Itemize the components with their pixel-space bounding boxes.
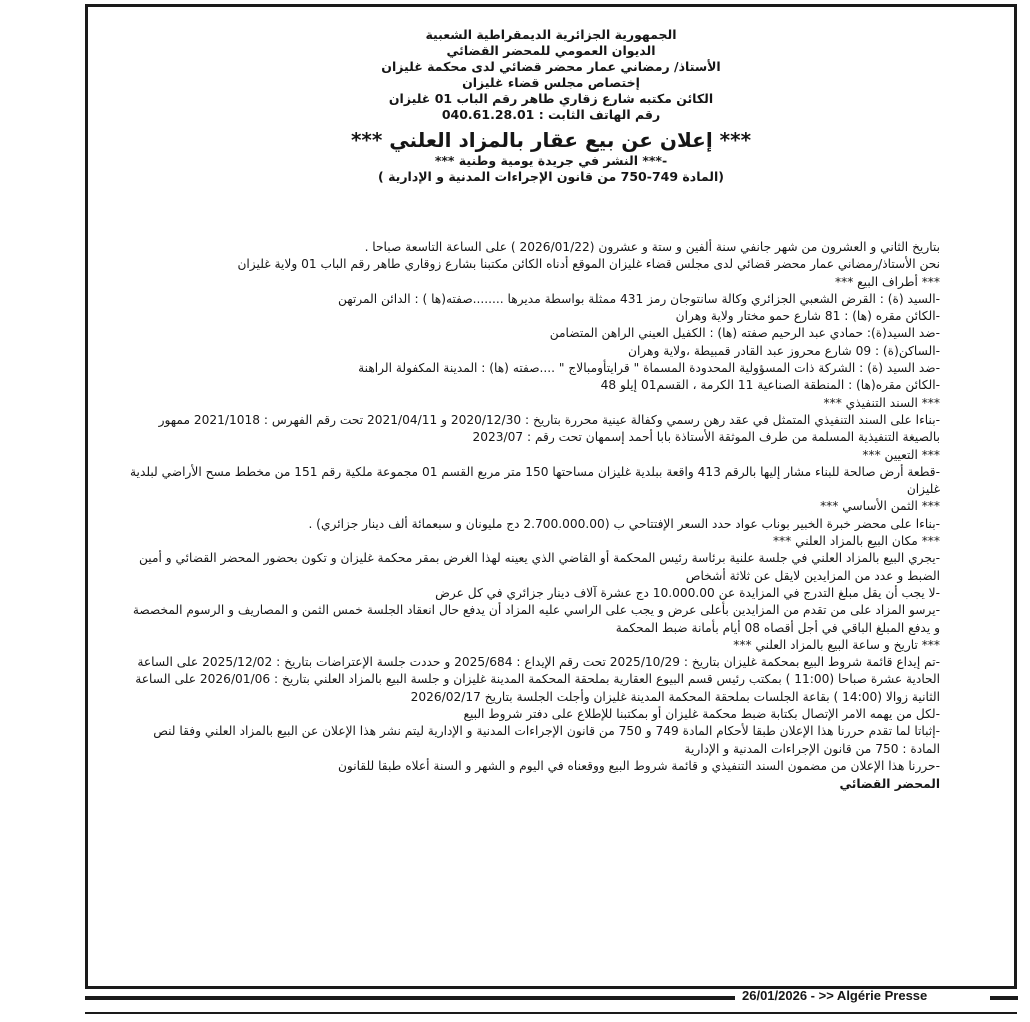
office-address-line: الكائن مكتبه شارع زقاري طاهر رقم الباب 01 غليزان <box>388 91 714 106</box>
guarantor-address: -الساكن(ة) : 09 شارع محروز عبد القادر قمبيطة ،ولاية وهران <box>628 343 940 358</box>
announcement-title: *** إعلان عن بيع عقار بالمزاد العلني *** <box>350 128 752 152</box>
contact-text: -لكل من يهمه الامر الإتصال بكتابة ضبط محكمة غليزان أو بمكتبنا للإطلاع على دفتر شروط البيع <box>463 707 940 722</box>
publication-line: -*** النشر في جريدة يومية وطنية *** <box>434 153 668 168</box>
place-text-increment: -لا يجب أن يقل مبلغ التدرج في المزايدة عن 10.000.00 دج عشرة آلاف دينار جزائري في كل عرض <box>435 585 940 600</box>
intro-bailiff: نحن الأستاذ/رمضاني عمار محضر قضائي لدى مجلس قضاء غليزان الموقع أدناه الكائن مكتبنا بشارع زوقاري طاهر رقم الباب 01 ولاية غليزان <box>237 257 940 272</box>
designation-text: -قطعة أرض صالحة للبناء مشار إليها بالرقم 413 واقعة ببلدية غليزان مساحتها 150 متر مربع القسم 01 مجموعة ملكية رقم 151 من مخطط مسح الأراضي لبلدية غليزان <box>130 464 940 497</box>
place-heading: *** مكان البيع بالمزاد العلني *** <box>772 534 940 549</box>
creditor-address: -الكائن مقره (ها) : 81 شارع حمو مختار ولاية وهران <box>675 309 940 324</box>
date-heading: *** تاريخ و ساعة البيع بالمزاد العلني *** <box>733 637 940 652</box>
place-text-session: -يجري البيع بالمزاد العلني في جلسة علنية برئاسة رئيس المحكمة أو القاضي الذي يعينه لهذا الغرض بمقر محكمة غليزان و تكون بحضور المحضر القضائي و أمين الضبط و عدد من المزايدين لايقل عن ثلاثة أشخاص <box>138 551 940 583</box>
title-heading: *** السند التنفيذي *** <box>823 395 940 410</box>
office-line: الديوان العمومي للمحضر القضائي <box>446 43 656 58</box>
closing-text: -حررنا هذا الإعلان من مضمون السند التنفيذي و قائمة شروط البيع ووقعناه في اليوم و الشهر و السنة أعلاه طبقا للقانون <box>337 758 940 773</box>
footer-bar <box>0 987 1030 1007</box>
price-text: -بناءا على محضر خبرة الخبير بوناب عواد حدد السعر الإفتتاحي ب (2.700.000.00 دج مليونان و سبعمائة ألف دينار جزائري) . <box>308 516 940 531</box>
footer-rule-right <box>990 996 1018 1000</box>
bailiff-line: الأستاذ/ رمضاني عمار محضر قضائي لدى محكمة غليزان <box>381 59 721 74</box>
party-guarantor: -ضد السيد(ة): حمادي عبد الرحيم صفته (ها) : الكفيل العيني الراهن المتضامن <box>549 326 940 341</box>
signature: المحضر القضائي <box>839 777 940 792</box>
announcement-header <box>88 27 1014 185</box>
jurisdiction-line: إختصاص مجلس قضاء غليزان <box>462 75 640 90</box>
company-address: -الكائن مقره(ها) : المنطقة الصناعية 11 الكرمة ، القسم01 إيلو 48 <box>600 378 940 393</box>
announcement-frame <box>85 4 1017 989</box>
date-text: -تم إيداع قائمة شروط البيع بمحكمة غليزان بتاريخ : 2025/10/29 تحت رقم الإيداع : 2025/684 و حددت جلسة الإعتراضات بتاريخ : 2025/12/02 على الساعة الحادية عشرة صباحا (11:00 ) بمكتب رئيس قسم البيوع العقارية بملحقة المحكمة المدينة غليزان و جلسة البيع بالمزاد العلني بتاريخ : 2026/01/06 على الساعة الثانية زوالا (14:00 ) بقاعة الجلسات بملحقة المحكمة المدينة غليزان وأجلت الجلسة بتاريخ 2026/02/17 <box>135 655 940 704</box>
phone-line: رقم الهاتف الثابت : 040.61.28.01 <box>441 107 661 122</box>
proof-text: -إثباتا لما تقدم حررنا هذا الإعلان طبقا لأحكام المادة 749 و 750 من قانون الإجراءات المدنية و الإدارية ليتم نشر هذا الإعلان عن البيع بالمزاد العلني وفقا لنص المادة : 750 من قانون الإجراءات المدنية و الإدارية <box>153 724 940 756</box>
title-text: -بناءا على السند التنفيذي المتمثل في عقد رهن رسمي وكفالة عينية محررة بتاريخ : 2020/12/30 و 2021/04/11 تحت رقم الفهرس : 2021/1018 ممهور بالصيغة التنفيذية المسلمة من طرف الموثقة الأستاذة بابا أحمد إسمهان تحت رقم : 2023/07 <box>158 412 940 445</box>
republic-line: الجمهورية الجزائرية الديمقراطية الشعبية <box>425 27 677 42</box>
announcement-body <box>128 239 940 794</box>
place-text-award: -يرسو المزاد على من تقدم من المزايدين بأعلى عرض و يجب على الراسي عليه المزاد أن يدفع حال انعقاد الجلسة خمس الثمن و المصاريف و الرسوم المخصصة و يدفع المبلغ الباقي في أجل أقصاه 08 أيام بأمانة ضبط المحكمة <box>132 603 940 635</box>
footer-source: 26/01/2026 - >> Algérie Presse <box>742 988 928 1003</box>
party-company: -ضد السيد (ة) : الشركة ذات المسؤولية المحدودة المسماة " قرايتأومبالاج " ....صفته (ها) : المدينة المكفولة الراهنة <box>358 361 940 376</box>
articles-line: (المادة 749-750 من قانون الإجراءات المدنية و الإدارية ) <box>378 169 724 184</box>
designation-heading: *** التعيين *** <box>862 447 940 462</box>
party-creditor: -السيد (ة) : القرض الشعبي الجزائري وكالة سانتوجان رمز 431 ممثلة بواسطة مديرها ........صفته(ها ) : الدائن المرتهن <box>338 291 940 306</box>
bottom-rule <box>85 1012 1017 1014</box>
parties-heading: *** أطراف البيع *** <box>835 274 940 289</box>
price-heading: *** الثمن الأساسي *** <box>820 499 940 514</box>
footer-rule-left <box>85 996 735 1000</box>
intro-date: بتاريخ الثاني و العشرون من شهر جانفي سنة ألفين و ستة و عشرون (2026/01/22 ) على الساعة التاسعة صباحا . <box>364 240 940 254</box>
